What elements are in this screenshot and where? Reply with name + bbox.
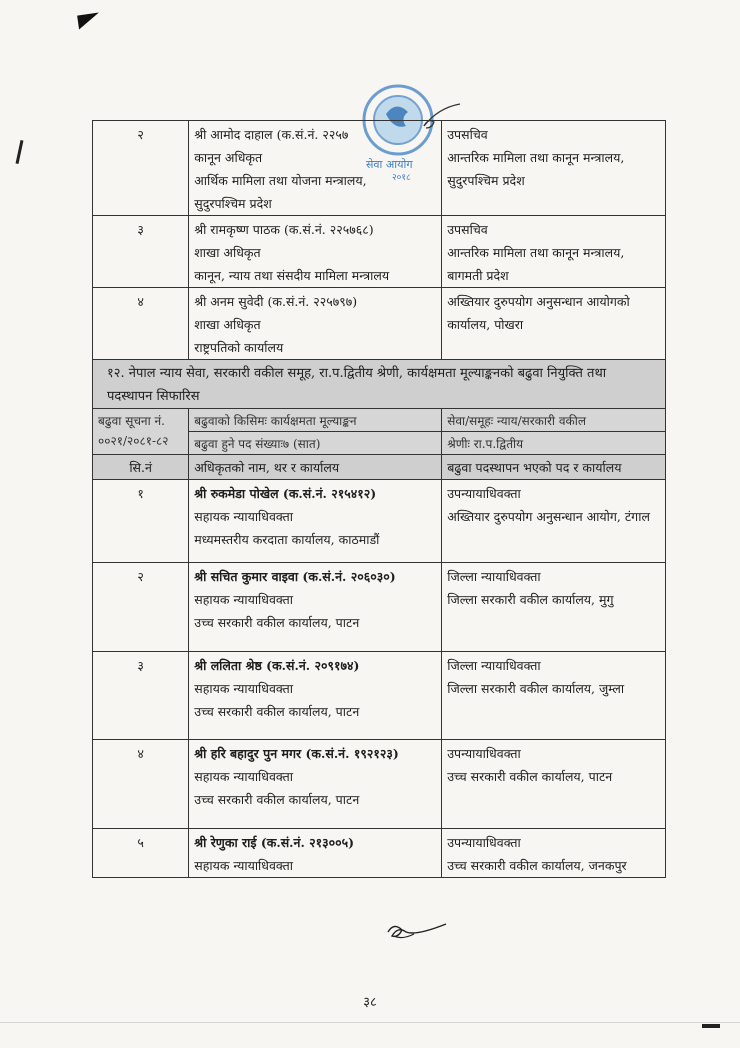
notice-cell (93, 409, 189, 455)
recommendation-table (92, 120, 666, 878)
notice-number: ००२१/२०८१-८२ (98, 434, 169, 448)
posting-office: सुदुरपश्चिम प्रदेश (447, 173, 525, 188)
scan-corner-mark (77, 13, 101, 30)
officer-detail: उच्च सरकारी वकील कार्यालय, पाटन (194, 615, 360, 630)
officer-detail: सहायक न्यायाधिवक्ता (194, 769, 293, 784)
posting-cell (442, 829, 666, 878)
officer-cell (189, 288, 442, 360)
officer-detail: सहायक न्यायाधिवक्ता (194, 681, 293, 696)
posting-office: बागमती प्रदेश (447, 268, 509, 283)
officer-name: श्री हरि बहादुर पुन मगर (क.सं.नं. १९२१२३) (194, 746, 399, 761)
posting-cell (442, 652, 666, 740)
officer-name: श्री रुकमेडा पोखेल (क.सं.नं. २१५४१२) (194, 486, 377, 501)
table-row (93, 740, 666, 829)
officer-cell (189, 652, 442, 740)
col-header-posting: बढुवा पदस्थापन भएको पद र कार्यालय (442, 455, 666, 480)
posting-title: उपन्यायाधिवक्ता (447, 835, 521, 850)
posting-office: आन्तरिक मामिला तथा कानून मन्त्रालय, (447, 245, 625, 260)
officer-cell (189, 740, 442, 829)
serial-number-cell: ४ (93, 288, 189, 360)
section-title (93, 360, 666, 409)
section-title-line-1: १२. नेपाल न्याय सेवा, सरकारी वकील समूह, रा.प.द्वितीय श्रेणी, कार्यक्षमता मूल्याङ्कनको बढुवा नियुक्ति तथा (107, 366, 607, 381)
col-header-officer: अधिकृतको नाम, थर र कार्यालय (189, 455, 442, 480)
section-title-line-2: पदस्थापन सिफारिस (107, 389, 200, 404)
officer-cell (189, 829, 442, 878)
officer-detail: मध्यमस्तरीय करदाता कार्यालय, काठमाडौं (194, 532, 380, 547)
posting-title: उपसचिव (447, 127, 488, 142)
posting-title: जिल्ला न्यायाधिवक्ता (447, 569, 541, 584)
officer-cell (189, 480, 442, 563)
posting-title: अख्तियार दुरुपयोग अनुसन्धान आयोगको (447, 294, 630, 309)
table-part-1 (93, 121, 666, 360)
posting-cell (442, 216, 666, 288)
serial-number-cell: ५ (93, 829, 189, 878)
posting-cell (442, 480, 666, 563)
officer-detail: उच्च सरकारी वकील कार्यालय, पाटन (194, 704, 360, 719)
posting-title: उपसचिव (447, 222, 488, 237)
service-group: सेवा/समूहः न्याय/सरकारी वकील (442, 409, 666, 432)
officer-detail: सहायक न्यायाधिवक्ता (194, 592, 293, 607)
posting-office: उच्च सरकारी वकील कार्यालय, पाटन (447, 769, 613, 784)
officer-detail: शाखा अधिकृत (194, 245, 261, 260)
table-row (93, 216, 666, 288)
posting-office: आन्तरिक मामिला तथा कानून मन्त्रालय, (447, 150, 625, 165)
officer-detail: सुदुरपश्चिम प्रदेश (194, 196, 272, 211)
officer-detail: उच्च सरकारी वकील कार्यालय, पाटन (194, 792, 360, 807)
officer-detail: कानून, न्याय तथा संसदीय मामिला मन्त्रालय (194, 268, 390, 283)
notice-label: बढुवा सूचना नं. (98, 414, 165, 428)
table-row (93, 288, 666, 360)
officer-detail: शाखा अधिकृत (194, 317, 261, 332)
officer-detail: आर्थिक मामिला तथा योजना मन्त्रालय, (194, 173, 367, 188)
table-part-2 (93, 480, 666, 878)
table-row (93, 121, 666, 216)
serial-number-cell: ३ (93, 652, 189, 740)
officer-name: श्री सचित कुमार वाइवा (क.सं.नं. २०६०३०) (194, 569, 396, 584)
posting-title: जिल्ला न्यायाधिवक्ता (447, 658, 541, 673)
column-header-row (93, 455, 666, 480)
scan-corner-dash (702, 1024, 720, 1028)
posting-office: कार्यालय, पोखरा (447, 317, 524, 332)
posting-office: अख्तियार दुरुपयोग अनुसन्धान आयोग, टंगाल (447, 509, 650, 524)
signature-initials (384, 918, 464, 944)
seal-text: सेवा आयोग (366, 158, 413, 171)
section-title-row (93, 360, 666, 409)
serial-number-cell: २ (93, 563, 189, 652)
table-row (93, 563, 666, 652)
serial-number-cell: २ (93, 121, 189, 216)
page-number: ३८ (363, 995, 377, 1010)
posting-title: उपन्यायाधिवक्ता (447, 486, 521, 501)
officer-cell (189, 216, 442, 288)
officer-name: श्री अनम सुवेदी (क.सं.नं. २२५७९७) (194, 294, 358, 309)
posting-title: उपन्यायाधिवक्ता (447, 746, 521, 761)
officer-detail: कानून अधिकृत (194, 150, 263, 165)
officer-detail: सहायक न्यायाधिवक्ता (194, 858, 293, 873)
officer-name: श्री रेणुका राई (क.सं.नं. २१३००५) (194, 835, 355, 850)
promotion-type: बढुवाको किसिमः कार्यक्षमता मूल्याङ्कन (189, 409, 442, 432)
scan-edge-line (0, 1022, 740, 1023)
serial-number-cell: ३ (93, 216, 189, 288)
officer-name: श्री ललिता श्रेष्ठ (क.सं.नं. २०९१७४) (194, 658, 360, 673)
meta-row-1 (93, 409, 666, 432)
serial-number-cell: १ (93, 480, 189, 563)
posting-office: जिल्ला सरकारी वकील कार्यालय, मुगु (447, 592, 614, 607)
posting-cell (442, 121, 666, 216)
serial-number-cell: ४ (93, 740, 189, 829)
officer-name: श्री रामकृष्ण पाठक (क.सं.नं. २२५७६८) (194, 222, 374, 237)
posts-count: बढुवा हुने पद संख्याः७ (सात) (189, 432, 442, 455)
scan-margin-mark (16, 140, 24, 164)
posting-office: उच्च सरकारी वकील कार्यालय, जनकपुर (447, 858, 627, 873)
officer-cell (189, 121, 442, 216)
table-row (93, 480, 666, 563)
posting-cell (442, 563, 666, 652)
posting-cell (442, 288, 666, 360)
seal-year: २०१८ (392, 173, 411, 183)
table-row (93, 829, 666, 878)
class-label: श्रेणीः रा.प.द्वितीय (442, 432, 666, 455)
officer-cell (189, 563, 442, 652)
col-header-sn: सि.नं (93, 455, 189, 480)
table-row (93, 652, 666, 740)
posting-cell (442, 740, 666, 829)
officer-detail: सहायक न्यायाधिवक्ता (194, 509, 293, 524)
officer-name: श्री आमोद दाहाल (क.सं.नं. २२५७ (194, 127, 349, 142)
posting-office: जिल्ला सरकारी वकील कार्यालय, जुम्ला (447, 681, 625, 696)
officer-detail: राष्ट्रपतिको कार्यालय (194, 340, 284, 355)
